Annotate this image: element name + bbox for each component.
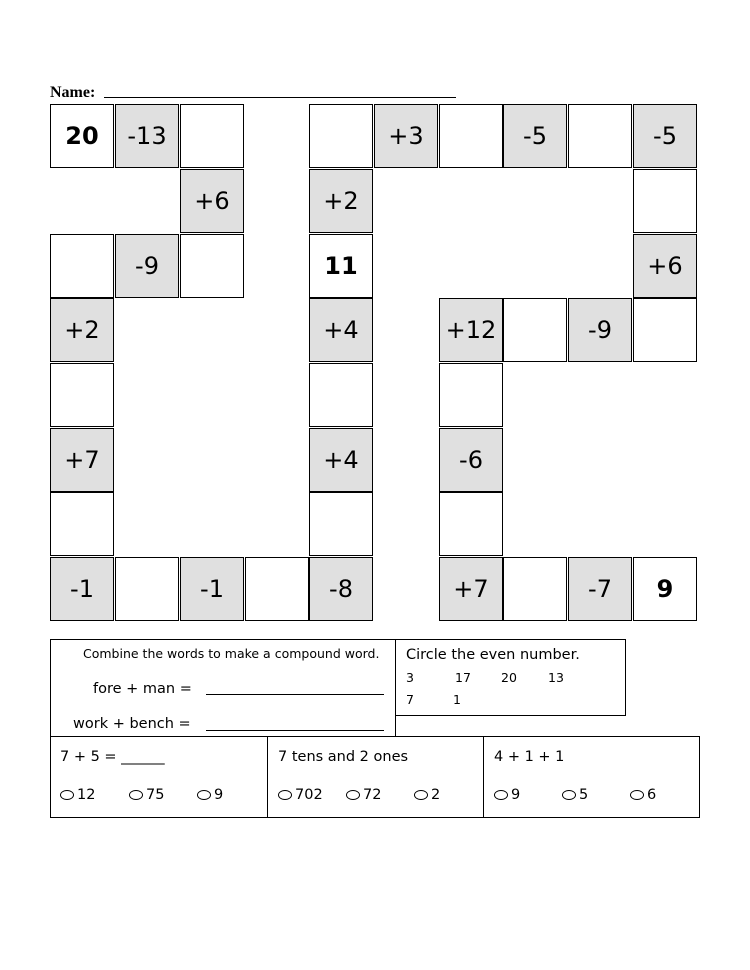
- maze-cell: +2: [309, 169, 373, 233]
- even-number-option[interactable]: 13: [548, 670, 564, 685]
- maze-cell[interactable]: [50, 492, 114, 556]
- maze-cell[interactable]: [309, 104, 373, 168]
- sum-question: 4 + 1 + 1: [494, 749, 565, 765]
- maze-cell: -5: [503, 104, 567, 168]
- compound-answer-1[interactable]: [206, 694, 384, 695]
- maze-cell[interactable]: [633, 169, 697, 233]
- maze-cell: -9: [115, 234, 179, 298]
- name-label: Name:: [50, 84, 96, 101]
- radio-bubble-icon[interactable]: [129, 790, 143, 800]
- even-number-option[interactable]: 17: [455, 670, 471, 685]
- maze-cell[interactable]: [439, 492, 503, 556]
- compound-question-2: work + bench =: [73, 716, 191, 732]
- maze-cell: -6: [439, 428, 503, 492]
- place-value-option[interactable]: 2: [414, 787, 440, 803]
- radio-bubble-icon[interactable]: [278, 790, 292, 800]
- radio-bubble-icon[interactable]: [494, 790, 508, 800]
- maze-cell[interactable]: [180, 234, 244, 298]
- maze-cell: +4: [309, 428, 373, 492]
- maze-cell: +2: [50, 298, 114, 362]
- sum-option[interactable]: 9: [494, 787, 520, 803]
- maze-cell[interactable]: [439, 363, 503, 427]
- even-number-option[interactable]: 3: [406, 670, 414, 685]
- addition-question: 7 + 5 = ______: [60, 749, 165, 765]
- maze-cell: -9: [568, 298, 632, 362]
- maze-start-cell: 20: [50, 104, 114, 168]
- name-line[interactable]: [104, 97, 456, 98]
- radio-bubble-icon[interactable]: [346, 790, 360, 800]
- maze-cell: -8: [309, 557, 373, 621]
- maze-cell[interactable]: [439, 104, 503, 168]
- place-value-option[interactable]: 702: [278, 787, 323, 803]
- addition-option[interactable]: 75: [129, 787, 164, 803]
- compound-question-1: fore + man =: [93, 681, 192, 697]
- radio-bubble-icon[interactable]: [60, 790, 74, 800]
- radio-bubble-icon[interactable]: [562, 790, 576, 800]
- even-number-option[interactable]: 7: [406, 692, 414, 707]
- radio-bubble-icon[interactable]: [414, 790, 428, 800]
- maze-cell: +7: [50, 428, 114, 492]
- maze-cell: -1: [180, 557, 244, 621]
- radio-bubble-icon[interactable]: [197, 790, 211, 800]
- place-value-option[interactable]: 72: [346, 787, 381, 803]
- addition-option[interactable]: 12: [60, 787, 95, 803]
- compound-answer-2[interactable]: [206, 730, 384, 731]
- maze-cell: -5: [633, 104, 697, 168]
- maze-cell[interactable]: [503, 557, 567, 621]
- even-instruction: Circle the even number.: [406, 647, 580, 663]
- even-number-option[interactable]: 1: [453, 692, 461, 707]
- maze-cell: -13: [115, 104, 179, 168]
- maze-cell[interactable]: [245, 557, 309, 621]
- radio-bubble-icon[interactable]: [630, 790, 644, 800]
- maze-cell: -7: [568, 557, 632, 621]
- maze-cell[interactable]: [309, 492, 373, 556]
- maze-cell: +3: [374, 104, 438, 168]
- addition-option[interactable]: 9: [197, 787, 223, 803]
- maze-cell[interactable]: [180, 104, 244, 168]
- maze-cell[interactable]: [633, 298, 697, 362]
- maze-cell[interactable]: [50, 363, 114, 427]
- maze-cell[interactable]: [50, 234, 114, 298]
- place-value-question: 7 tens and 2 ones: [278, 749, 409, 765]
- maze-end-cell: 9: [633, 557, 697, 621]
- maze-cell[interactable]: [568, 104, 632, 168]
- maze-given-cell: 11: [309, 234, 373, 298]
- maze-cell: +12: [439, 298, 503, 362]
- maze-cell: +4: [309, 298, 373, 362]
- maze-cell[interactable]: [309, 363, 373, 427]
- sum-option[interactable]: 6: [630, 787, 656, 803]
- compound-instruction: Combine the words to make a compound word.: [83, 646, 380, 661]
- sum-option[interactable]: 5: [562, 787, 588, 803]
- maze-cell[interactable]: [503, 298, 567, 362]
- maze-cell: -1: [50, 557, 114, 621]
- maze-cell: +7: [439, 557, 503, 621]
- maze-cell[interactable]: [115, 557, 179, 621]
- even-number-option[interactable]: 20: [501, 670, 517, 685]
- maze-cell: +6: [180, 169, 244, 233]
- maze-cell: +6: [633, 234, 697, 298]
